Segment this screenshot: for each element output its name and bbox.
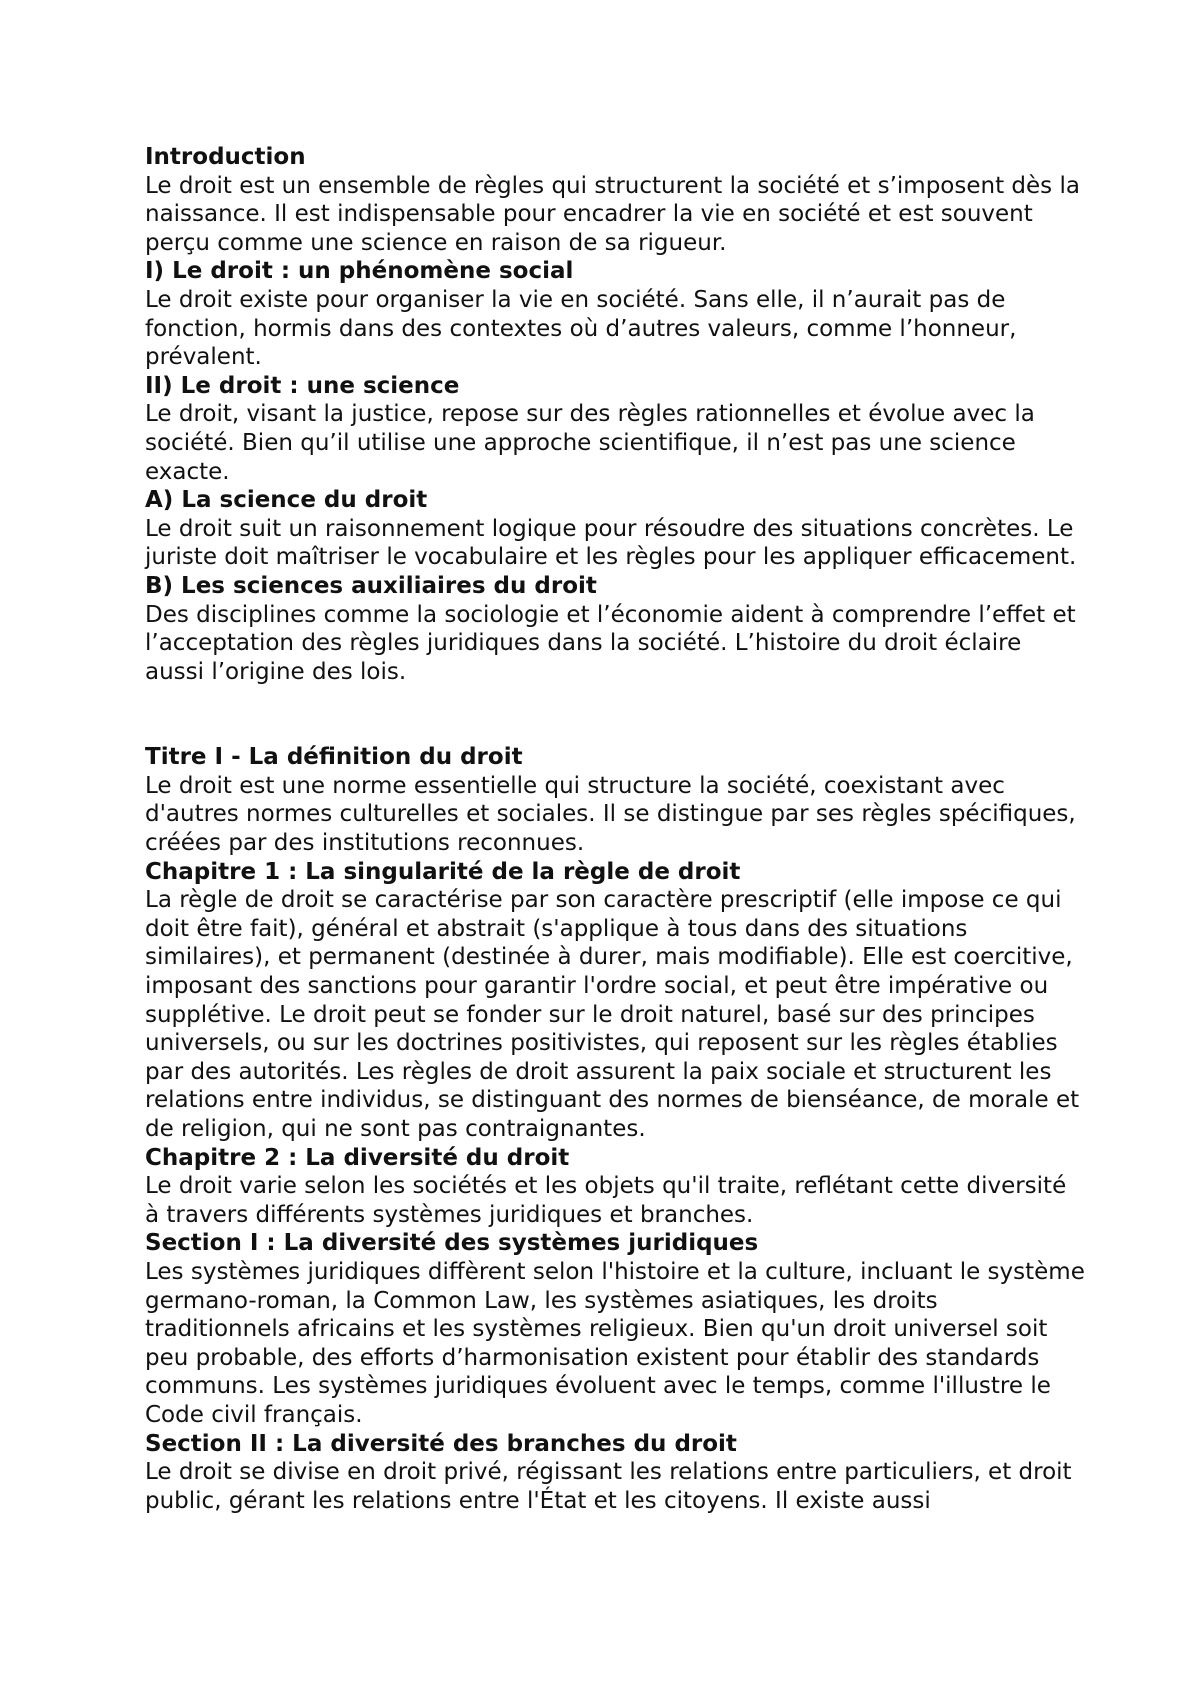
section2-heading: Section II : La diversité des branches du droit — [145, 1430, 737, 1457]
partA-heading: A) La science du droit — [145, 487, 428, 514]
section1-paragraph: Les systèmes juridiques diffèrent selon l'histoire et la culture, incluant le système germano-roman, la Common Law, les systèmes asiatiques, les droits traditionnels africains et les systèmes religieux. Bien qu'un droit universel soit peu probable, des efforts d’harmonisation existent pour établir des standards communs. Les systèmes juridiques évoluent avec le temps, comme l'illustre le Code civil français. — [145, 1258, 1085, 1428]
titre1-heading: Titre I - La définition du droit — [145, 744, 523, 771]
chapitre2-heading: Chapitre 2 : La diversité du droit — [145, 1144, 570, 1171]
part1-paragraph: Le droit existe pour organiser la vie en société. Sans elle, il n’aurait pas de fonction, hormis dans des contextes où d’autres valeurs, comme l’honneur, prévalent. — [145, 286, 1017, 371]
partA-paragraph: Le droit suit un raisonnement logique pour résoudre des situations concrètes. Le juriste doit maîtriser le vocabulaire et les règles pour les appliquer efficacement. — [145, 515, 1077, 571]
intro-heading: Introduction — [145, 144, 306, 170]
chapitre1-heading: Chapitre 1 : La singularité de la règle de droit — [145, 858, 741, 885]
chapitre2-paragraph: Le droit varie selon les sociétés et les objets qu'il traite, reflétant cette diversité à travers différents systèmes juridiques et branches. — [145, 1173, 1067, 1228]
partB-heading: B) Les sciences auxiliaires du droit — [145, 572, 597, 599]
chapitre1-paragraph: La règle de droit se caractérise par son caractère prescriptif (elle impose ce qui doit être fait), général et abstrait (s'applique à tous dans des situations similaires), et permanent (destinée à durer, mais modifiable). Elle est coercitive, imposant des sanctions pour garantir l'ordre social, et peut être impérative ou supplétive. Le droit peut se fonder sur le droit naturel, basé sur des principes universels, ou sur les doctrines positivistes, qui reposent sur les règles établies par des autorités. Les règles de droit assurent la paix sociale et structurent les relations entre individus, se distinguant des normes de bienséance, de morale et de religion, qui ne sont pas contraignantes. — [145, 887, 1080, 1142]
part1-heading: I) Le droit : un phénomène social — [145, 258, 574, 285]
section1-heading: Section I : La diversité des systèmes juridiques — [145, 1230, 759, 1257]
part2-heading: II) Le droit : une science — [145, 372, 460, 399]
section2-paragraph: Le droit se divise en droit privé, régissant les relations entre particuliers, et droit public, gérant les relations entre l'État et les citoyens. Il existe aussi — [145, 1459, 1072, 1514]
titre1-paragraph: Le droit est une norme essentielle qui structure la société, coexistant avec d'autres normes culturelles et sociales. Il se distingue par ses règles spécifiques, créées par des institutions reconnues. — [145, 772, 1076, 857]
part2-paragraph: Le droit, visant la justice, repose sur des règles rationnelles et évolue avec la société. Bien qu’il utilise une approche scientifique, il n’est pas une science exacte. — [145, 401, 1035, 485]
intro-paragraph: Le droit est un ensemble de règles qui structurent la société et s’imposent dès la naissance. Il est indispensable pour encadrer la vie en société et est souvent perçu comme une science en raison de sa rigueur. — [145, 172, 1080, 256]
document-page — [145, 143, 1085, 1515]
partB-paragraph: Des disciplines comme la sociologie et l’économie aident à comprendre l’effet et l’acceptation des règles juridiques dans la société. L’histoire du droit éclaire aussi l’origine des lois. — [145, 601, 1076, 685]
blank-space — [145, 686, 1085, 743]
